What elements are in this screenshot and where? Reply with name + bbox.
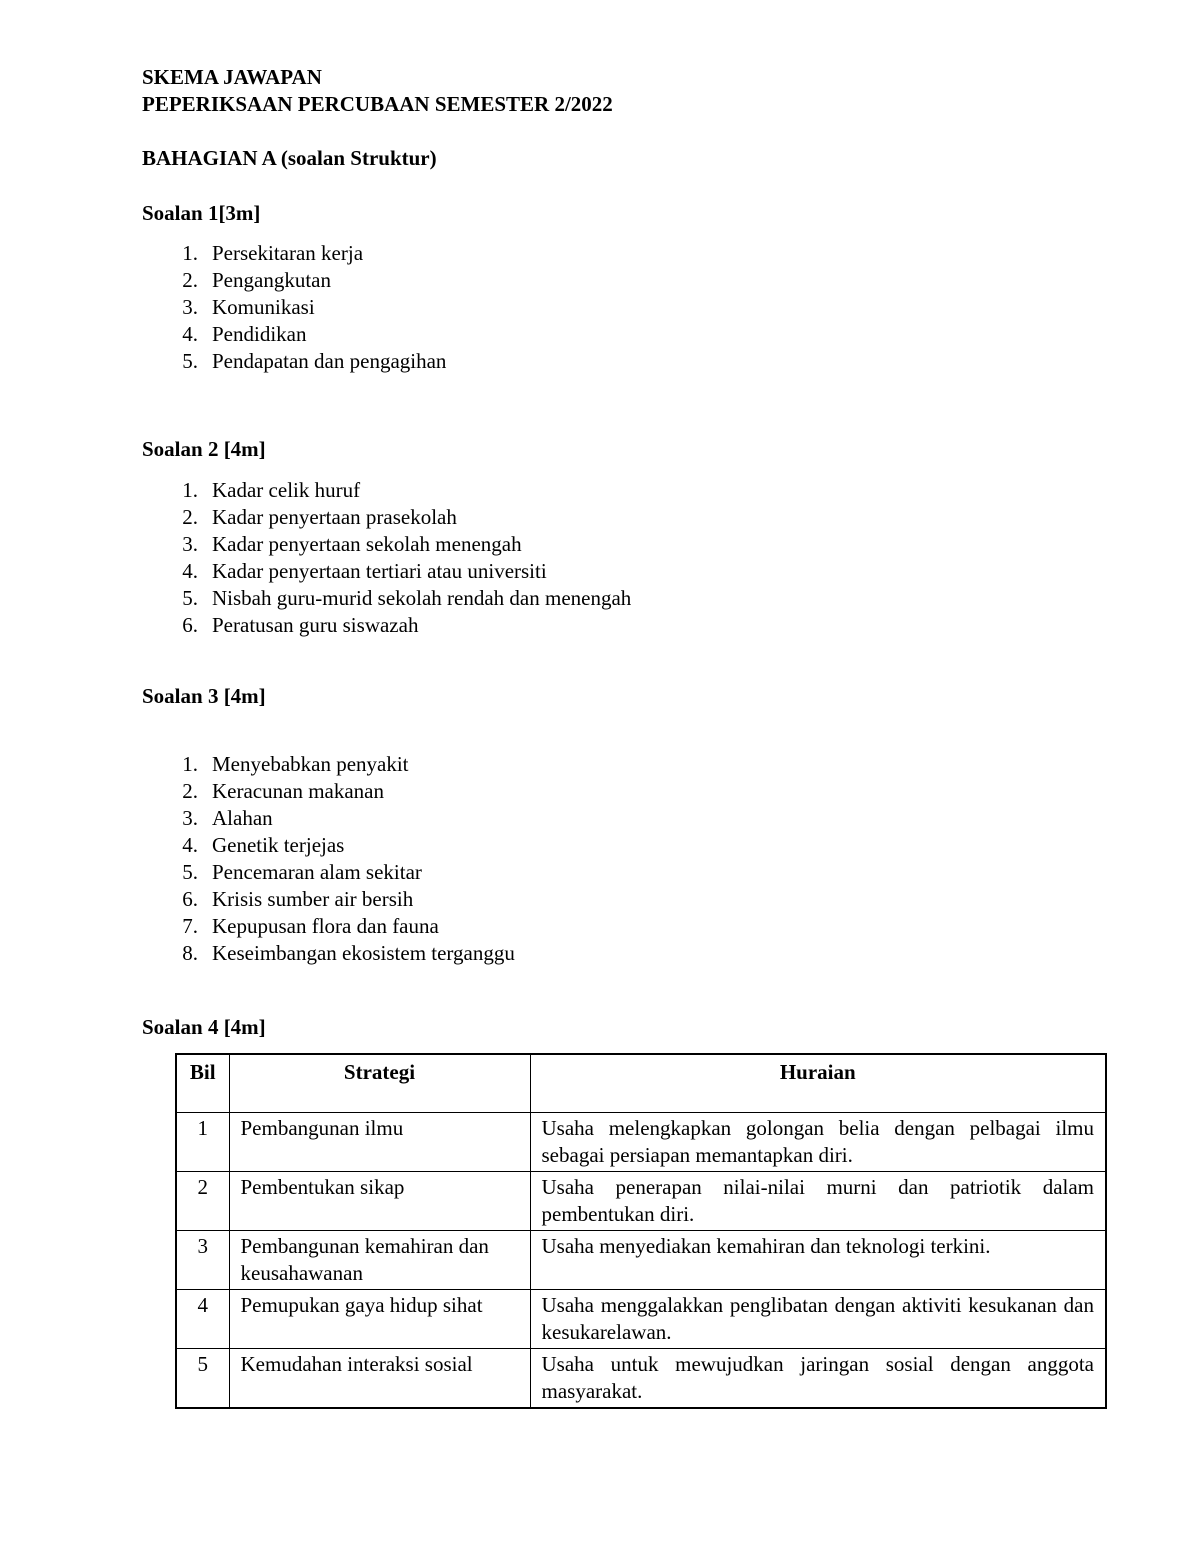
table-row	[176, 1349, 1106, 1409]
cell-strategi: Pembangunan ilmu	[229, 1113, 530, 1172]
question-3-title: Soalan 3 [4m]	[142, 684, 266, 708]
section-title: BAHAGIAN A (soalan Struktur)	[142, 146, 437, 170]
cell-huraian: Usaha untuk mewujudkan jaringan sosial dengan anggota masyarakat.	[530, 1349, 1106, 1409]
column-header-huraian: Huraian	[530, 1054, 1106, 1113]
answer-scheme-page: SKEMA JAWAPAN PEPERIKSAAN PERCUBAAN SEMESTER 2/2022 BAHAGIAN A (soalan Struktur) Soalan 1[3m] 1. Persekitaran kerja 2. Pengangkutan 3. Komunikasi 4. Pendidikan 5. Pendapatan dan pengagihan Soalan 2 [4m] 1. Kadar celik huruf 2. Kadar penyertaan prasekolah 3. Kadar penyertaan sekolah menengah 4. Kadar penyertaan tertiari atau universiti 5. Nisbah guru-murid sekolah rendah dan menengah 6. Peratusan guru siswazah Soalan 3 [4m] 1. Menyebabkan penyakit 2. Keracunan makanan 3. Alahan 4. Genetik terjejas 5. Pencemaran alam sekitar 6. Krisis sumber air bersih 7. Kepupusan flora dan fauna 8. Keseimbangan ekosistem terganggu Soalan 4 [4m] Bil Strategi Huraian 1 Pembangunan ilmu Usaha melengkapkan golongan belia dengan pelbagai ilmu sebagai persiapan memantapkan diri. 2 Pembentukan sikap Usaha penerapan nilai-nilai murni dan patriotik dalam pembentukan diri. 3 Pembangunan kemahiran dan keusahawanan Usaha menyediakan kemahiran dan teknologi terkini. 4 Pemupukan gaya hidup sihat Usaha menggalakkan penglibatan dengan aktiviti kesukanan dan kesukarelawan. 5 Kemudahan interaksi sosial Usaha untuk mewujudkan jaringan sosial dengan anggota masyarakat.	[0, 0, 1200, 1553]
cell-strategi: Pembentukan sikap	[229, 1172, 530, 1231]
doc-title: SKEMA JAWAPAN	[142, 65, 322, 89]
cell-huraian: Usaha menggalakkan penglibatan dengan aktiviti kesukanan dan kesukarelawan.	[530, 1290, 1106, 1349]
cell-huraian: Usaha melengkapkan golongan belia dengan pelbagai ilmu sebagai persiapan memantapkan diri.	[530, 1113, 1106, 1172]
cell-bil: 5	[176, 1349, 229, 1409]
table-row	[176, 1290, 1106, 1349]
cell-bil: 4	[176, 1290, 229, 1349]
cell-strategi: Pemupukan gaya hidup sihat	[229, 1290, 530, 1349]
question-4-title: Soalan 4 [4m]	[142, 1015, 266, 1039]
table-row	[176, 1231, 1106, 1290]
table-row	[176, 1172, 1106, 1231]
cell-strategi: Pembangunan kemahiran dan keusahawanan	[229, 1231, 530, 1290]
table-row	[176, 1113, 1106, 1172]
cell-huraian: Usaha menyediakan kemahiran dan teknologi terkini.	[530, 1231, 1106, 1290]
column-header-bil: Bil	[176, 1054, 229, 1113]
cell-strategi: Kemudahan interaksi sosial	[229, 1349, 530, 1409]
strategy-table	[175, 1053, 1107, 1409]
question-1-title: Soalan 1[3m]	[142, 201, 261, 225]
cell-bil: 2	[176, 1172, 229, 1231]
cell-bil: 1	[176, 1113, 229, 1172]
question-2-title: Soalan 2 [4m]	[142, 437, 266, 461]
table-header-row	[176, 1054, 1106, 1113]
column-header-strategi: Strategi	[229, 1054, 530, 1113]
exam-title: PEPERIKSAAN PERCUBAAN SEMESTER 2/2022	[142, 92, 613, 116]
cell-bil: 3	[176, 1231, 229, 1290]
cell-huraian: Usaha penerapan nilai-nilai murni dan patriotik dalam pembentukan diri.	[530, 1172, 1106, 1231]
